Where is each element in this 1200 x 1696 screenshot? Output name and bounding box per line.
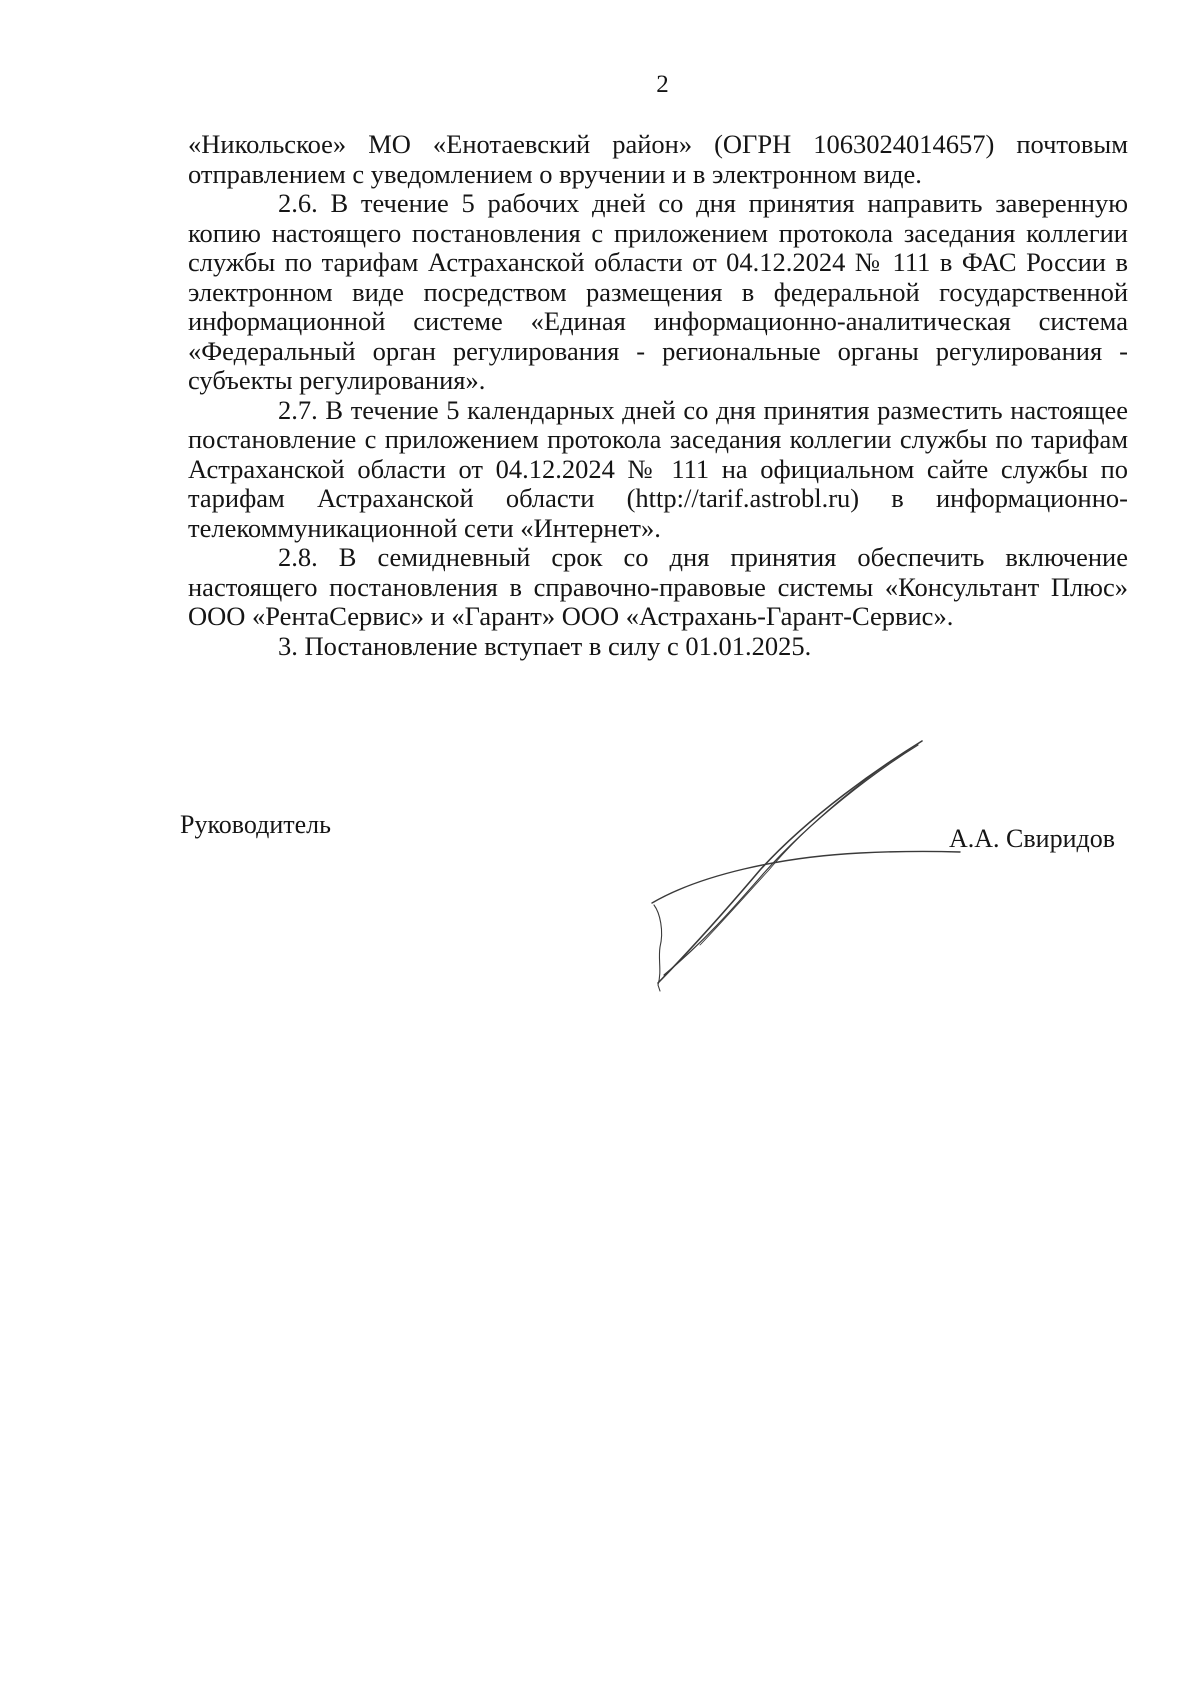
handwritten-signature — [640, 735, 970, 995]
paragraph-continuation: «Никольское» МО «Енотаевский район» (ОГРН 1063024014657) почтовым отправлением с уведомлением о вручении и в электронном виде. — [188, 129, 1128, 189]
signer-title: Руководитель — [180, 810, 331, 839]
paragraph-2-6: 2.6. В течение 5 рабочих дней со дня принятия направить заверенную копию настоящего постановления с приложением протокола заседания коллегии службы по тарифам Астраханской области от 04.12.2024 № 111 в ФАС России в электронном виде посредством размещения в федеральной государственной информационной системе «Единая информационно-аналитическая система «Федеральный орган регулирования - региональные органы регулирования - субъекты регулирования». — [188, 188, 1128, 395]
signer-name: А.А. Свиридов — [948, 824, 1115, 853]
page-number: 2 — [656, 71, 669, 98]
paragraph-3: 3. Постановление вступает в силу с 01.01.2025. — [278, 630, 812, 661]
paragraph-2-7: 2.7. В течение 5 календарных дней со дня принятия разместить настоящее постановление с приложением протокола заседания коллегии службы по тарифам Астраханской области от 04.12.2024 № 111 на официальном сайте службы по тарифам Астраханской области (http://tarif.astrobl.ru) в информационно-телекоммуникационной сети «Интернет». — [188, 394, 1128, 543]
paragraph-2-8: 2.8. В семидневный срок со дня принятия обеспечить включение настоящего постановления в справочно-правовые системы «Консультант Плюс» ООО «РентаСервис» и «Гарант» ООО «Астрахань-Гарант-Сервис». — [188, 542, 1128, 631]
document-body — [188, 130, 1128, 661]
